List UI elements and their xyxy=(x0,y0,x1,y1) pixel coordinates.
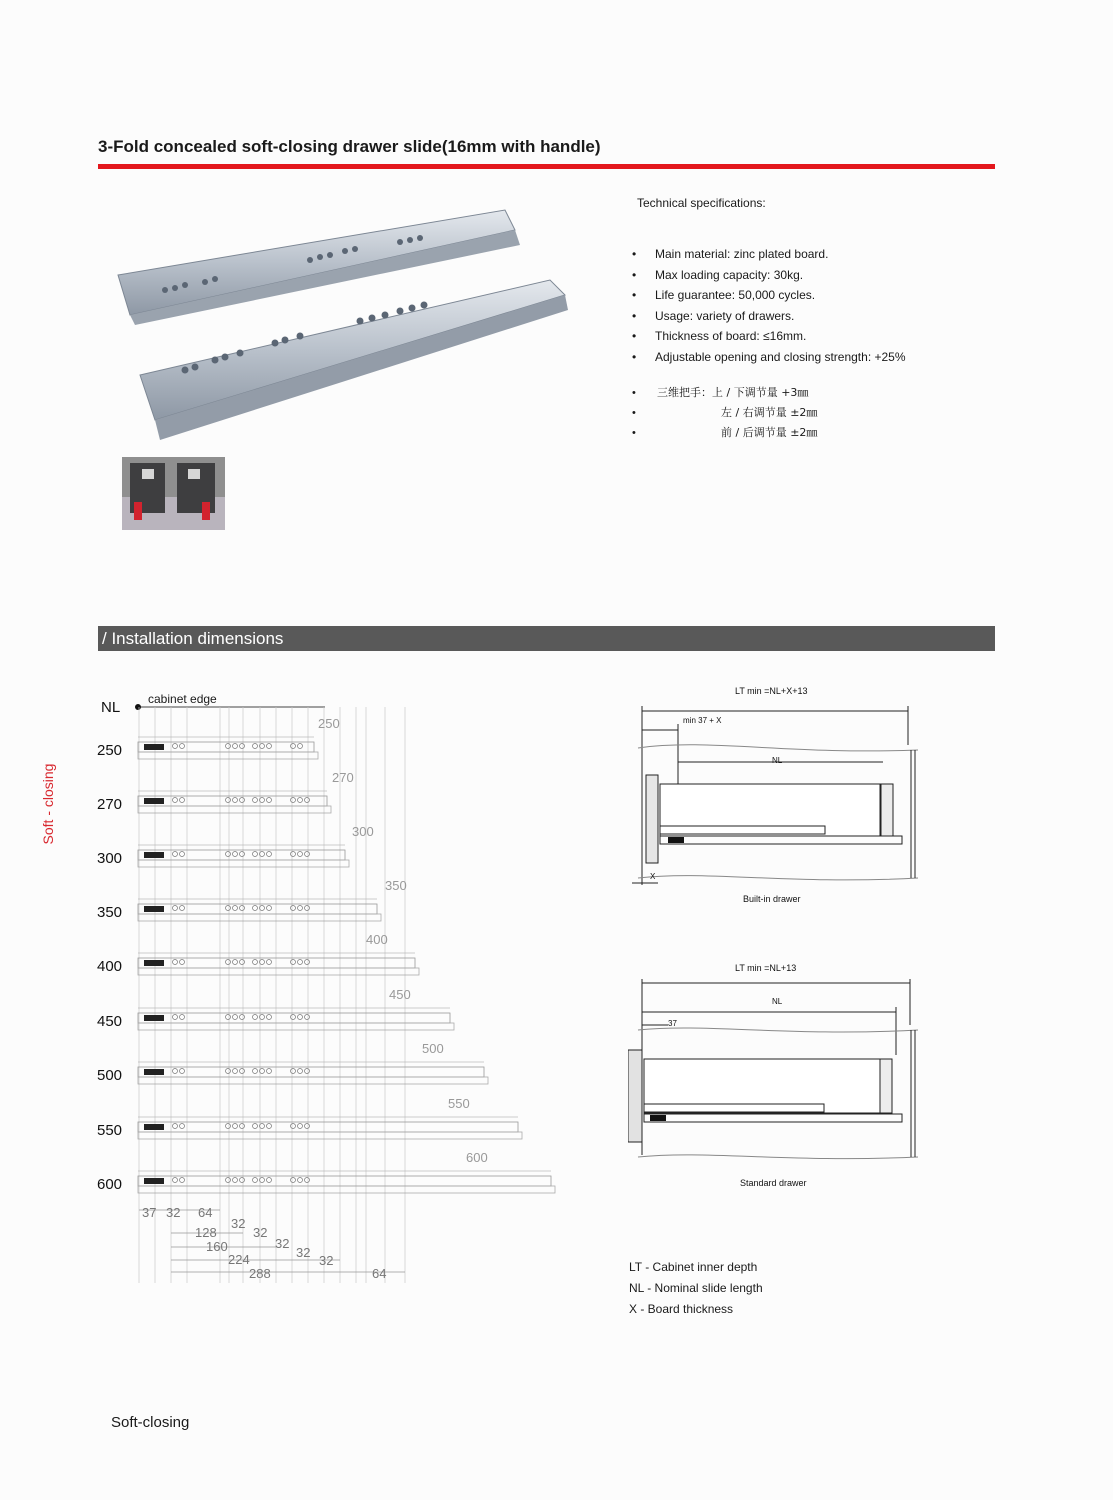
slide-hole xyxy=(240,798,245,803)
slide-hole xyxy=(180,744,185,749)
dimension-label: 64 xyxy=(372,1266,387,1281)
slide-hole xyxy=(267,852,272,857)
slide-hole xyxy=(291,744,296,749)
slide-hole xyxy=(267,1178,272,1183)
dimension-label: 32 xyxy=(253,1225,268,1240)
slide-hole xyxy=(291,1069,296,1074)
slide-runner xyxy=(138,1077,488,1084)
slide-mechanism xyxy=(144,960,164,966)
slide-hole xyxy=(253,960,258,965)
slide-runner xyxy=(138,1023,454,1030)
dimension-label: 128 xyxy=(195,1225,217,1240)
title-underline xyxy=(98,164,995,169)
slide-mechanism xyxy=(144,1015,164,1021)
slide-hole xyxy=(226,1124,231,1129)
legend-x: X - Board thickness xyxy=(629,1302,734,1316)
slide-hole xyxy=(253,798,258,803)
slide-hole xyxy=(226,852,231,857)
slide-hole xyxy=(305,1124,310,1129)
nl-row-label: 350 xyxy=(97,904,123,921)
spec-item: • Main material: zinc plated board. xyxy=(632,247,829,261)
slide-runner xyxy=(138,752,318,759)
built-in-nl-label: NL xyxy=(772,756,783,765)
page-title: 3-Fold concealed soft-closing drawer slide(16mm with handle) xyxy=(98,137,601,156)
slide-length-label: 350 xyxy=(385,878,407,893)
slide-hole xyxy=(298,906,303,911)
cabinet-edge-dot xyxy=(135,704,141,710)
slide-hole xyxy=(240,1178,245,1183)
slide-hole xyxy=(173,852,178,857)
slide-hole xyxy=(253,1178,258,1183)
nl-row-label: 270 xyxy=(97,796,123,813)
nl-row-label: 300 xyxy=(97,850,123,867)
slide-hole xyxy=(226,1015,231,1020)
slide-length-drawing xyxy=(130,698,560,1288)
slide-hole xyxy=(226,960,231,965)
nl-header: NL xyxy=(101,699,121,716)
slide-hole xyxy=(240,1069,245,1074)
slide-hole xyxy=(233,1015,238,1020)
cabinet-edge-label: cabinet edge xyxy=(148,692,217,706)
standard-formula: LT min =NL+13 xyxy=(735,963,797,973)
slide-hole xyxy=(233,1069,238,1074)
slide-length-label: 300 xyxy=(352,824,374,839)
built-in-min-label: min 37 + X xyxy=(683,716,722,725)
slide-hole xyxy=(267,1015,272,1020)
slide-hole xyxy=(298,852,303,857)
dimension-label: 32 xyxy=(296,1245,311,1260)
slide-hole xyxy=(173,1069,178,1074)
standard-nl-label: NL xyxy=(772,997,783,1006)
slide-length-label: 250 xyxy=(318,716,340,731)
slide-hole xyxy=(180,1178,185,1183)
nl-row-label: 250 xyxy=(97,742,123,759)
spec-item: • Thickness of board: ≤16mm. xyxy=(632,329,807,343)
slide-hole xyxy=(173,1124,178,1129)
dimension-label: 224 xyxy=(228,1252,250,1267)
slide-hole xyxy=(233,744,238,749)
slide-mechanism xyxy=(144,1069,164,1075)
slide-hole xyxy=(226,798,231,803)
dimension-label: 288 xyxy=(249,1266,271,1281)
slide-hole xyxy=(298,1015,303,1020)
slide-hole xyxy=(240,1124,245,1129)
slide-hole xyxy=(298,1178,303,1183)
slide-hole xyxy=(253,1015,258,1020)
slide-hole xyxy=(253,852,258,857)
slide-hole xyxy=(305,960,310,965)
dimension-label: 32 xyxy=(275,1236,290,1251)
slide-length-label: 400 xyxy=(366,932,388,947)
slide-hole xyxy=(267,906,272,911)
slide-hole xyxy=(240,1015,245,1020)
product-photo xyxy=(110,205,580,445)
nl-row-label: 500 xyxy=(97,1067,123,1084)
spec-item: • Usage: variety of drawers. xyxy=(632,309,795,323)
slide-hole xyxy=(180,852,185,857)
slide-hole xyxy=(173,960,178,965)
slide-runner xyxy=(138,968,419,975)
slide-hole xyxy=(298,960,303,965)
spec-cn-item: • 左 / 右调节量 ±2㎜ xyxy=(632,406,818,419)
slide-hole xyxy=(180,960,185,965)
slide-hole xyxy=(305,1178,310,1183)
slide-hole xyxy=(305,852,310,857)
slide-hole xyxy=(305,1069,310,1074)
slide-length-label: 500 xyxy=(422,1041,444,1056)
slide-mechanism xyxy=(144,1124,164,1130)
spec-item: • Life guarantee: 50,000 cycles. xyxy=(632,288,816,302)
slide-hole xyxy=(253,1069,258,1074)
dimension-label: 32 xyxy=(319,1253,334,1268)
slide-hole xyxy=(226,906,231,911)
slide-hole xyxy=(291,960,296,965)
slide-hole xyxy=(253,1124,258,1129)
slide-hole xyxy=(240,852,245,857)
dimension-label: 37 xyxy=(142,1205,157,1220)
slide-hole xyxy=(240,960,245,965)
slide-hole xyxy=(180,798,185,803)
slide-runner xyxy=(138,806,331,813)
slide-hole xyxy=(233,798,238,803)
dimension-label: 32 xyxy=(231,1216,246,1231)
slide-runner xyxy=(138,1132,522,1139)
slide-hole xyxy=(173,1015,178,1020)
slide-runner xyxy=(138,914,381,921)
slide-hole xyxy=(291,1015,296,1020)
spec-cn-item: • 三维把手：上 / 下调节量 +3㎜ xyxy=(632,386,809,399)
slide-rail xyxy=(138,1067,484,1077)
slide-hole xyxy=(226,744,231,749)
slide-rail xyxy=(138,1176,551,1186)
built-in-x-label: X xyxy=(650,872,656,881)
slide-mechanism xyxy=(144,906,164,912)
footer-label: Soft-closing xyxy=(111,1414,190,1431)
slide-hole xyxy=(305,1015,310,1020)
slide-hole xyxy=(291,1124,296,1129)
slide-mechanism xyxy=(144,852,164,858)
legend-lt: LT - Cabinet inner depth xyxy=(629,1260,758,1274)
slide-hole xyxy=(233,1178,238,1183)
slide-hole xyxy=(267,1069,272,1074)
built-in-formula: LT min =NL+X+13 xyxy=(735,686,808,696)
slide-hole xyxy=(298,744,303,749)
slide-length-label: 600 xyxy=(466,1150,488,1165)
slide-hole xyxy=(291,906,296,911)
slide-runner xyxy=(138,860,349,867)
slide-hole xyxy=(180,1069,185,1074)
slide-hole xyxy=(233,906,238,911)
slide-hole xyxy=(180,1015,185,1020)
standard-37-label: 37 xyxy=(668,1019,677,1028)
nl-row-label: 550 xyxy=(97,1122,123,1139)
slide-hole xyxy=(291,1178,296,1183)
slide-hole xyxy=(298,1069,303,1074)
slide-hole xyxy=(291,852,296,857)
slide-hole xyxy=(298,1124,303,1129)
slide-length-label: 550 xyxy=(448,1096,470,1111)
slide-hole xyxy=(233,960,238,965)
slide-hole xyxy=(233,1124,238,1129)
dimension-label: 160 xyxy=(206,1239,228,1254)
spec-heading: Technical specifications: xyxy=(637,196,766,210)
nl-row-label: 450 xyxy=(97,1013,123,1030)
slide-length-label: 450 xyxy=(389,987,411,1002)
slide-hole xyxy=(305,906,310,911)
detail-photo xyxy=(122,457,225,530)
slide-hole xyxy=(226,1178,231,1183)
slide-hole xyxy=(173,744,178,749)
slide-mechanism xyxy=(144,744,164,750)
slide-hole xyxy=(180,1124,185,1129)
slide-rail xyxy=(138,1122,518,1132)
side-label: Soft - closing xyxy=(40,763,56,845)
slide-hole xyxy=(173,906,178,911)
slide-hole xyxy=(267,744,272,749)
slide-hole xyxy=(173,1178,178,1183)
slide-hole xyxy=(267,960,272,965)
slide-hole xyxy=(267,798,272,803)
slide-hole xyxy=(291,798,296,803)
nl-row-label: 400 xyxy=(97,958,123,975)
slide-hole xyxy=(253,744,258,749)
slide-hole xyxy=(180,906,185,911)
slide-hole xyxy=(305,798,310,803)
spec-cn-item: • 前 / 后调节量 ±2㎜ xyxy=(632,426,818,439)
slide-hole xyxy=(173,798,178,803)
slide-hole xyxy=(240,744,245,749)
dimension-label: 64 xyxy=(198,1205,213,1220)
spec-item: • Adjustable opening and closing strength: +25% xyxy=(632,350,906,364)
section-header: / Installation dimensions xyxy=(98,626,995,651)
slide-length-label: 270 xyxy=(332,770,354,785)
spec-item: • Max loading capacity: 30kg. xyxy=(632,268,804,282)
slide-hole xyxy=(267,1124,272,1129)
built-in-caption: Built-in drawer xyxy=(743,894,801,904)
standard-caption: Standard drawer xyxy=(740,1178,807,1188)
slide-hole xyxy=(233,852,238,857)
dimension-label: 32 xyxy=(166,1205,181,1220)
legend-nl: NL - Nominal slide length xyxy=(629,1281,763,1295)
slide-hole xyxy=(253,906,258,911)
slide-hole xyxy=(226,1069,231,1074)
slide-hole xyxy=(240,906,245,911)
slide-mechanism xyxy=(144,798,164,804)
slide-mechanism xyxy=(144,1178,164,1184)
built-in-drawer-diagram xyxy=(628,700,928,900)
nl-row-label: 600 xyxy=(97,1176,123,1193)
slide-hole xyxy=(298,798,303,803)
slide-runner xyxy=(138,1186,555,1193)
